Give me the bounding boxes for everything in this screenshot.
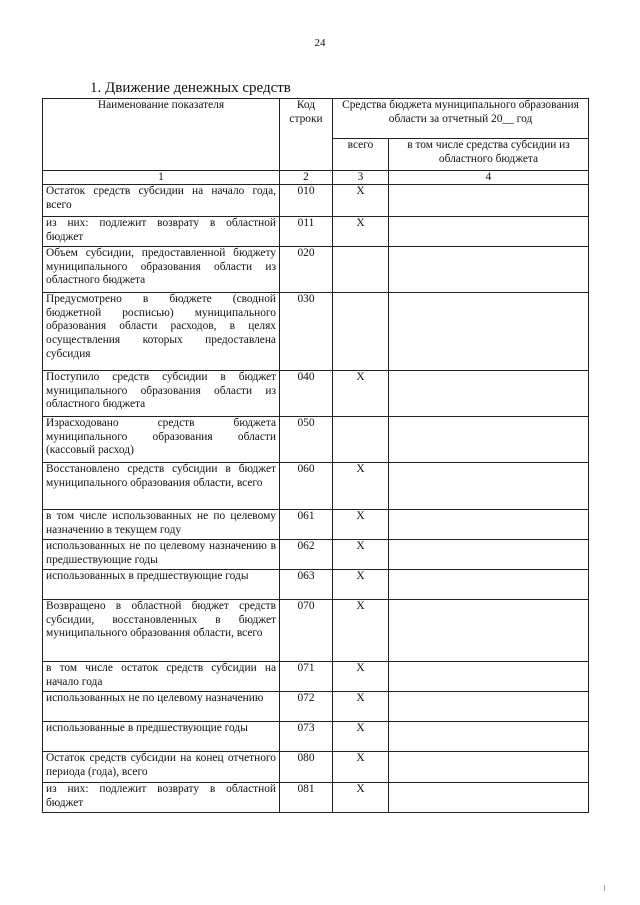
- total-cell[interactable]: X: [333, 600, 389, 662]
- table-row: [43, 570, 589, 600]
- row-code: 040: [280, 371, 333, 417]
- subsidy-cell[interactable]: [389, 540, 589, 570]
- row-code: 062: [280, 540, 333, 570]
- column-number: 4: [389, 171, 589, 185]
- subsidy-cell[interactable]: [389, 752, 589, 783]
- row-code: 081: [280, 783, 333, 813]
- row-code: 011: [280, 217, 333, 247]
- section-title: 1. Движение денежных средств: [90, 80, 291, 96]
- indicator-name: Возвращено в областной бюджет средств субсидии, восстановленных в бюджет муниципального образования области, всего: [43, 600, 280, 662]
- total-cell[interactable]: X: [333, 722, 389, 752]
- subsidy-cell[interactable]: [389, 722, 589, 752]
- table-row: [43, 217, 589, 247]
- table-row: [43, 293, 589, 371]
- subsidy-cell[interactable]: [389, 247, 589, 293]
- table-row: [43, 662, 589, 692]
- indicator-name: использованных не по целевому назначению: [43, 692, 280, 722]
- indicator-name: Предусмотрено в бюджете (сводной бюджетной росписью) муниципального образования области расходов, в целях осуществления которых предоставлена субсидия: [43, 293, 280, 371]
- subsidy-cell[interactable]: [389, 692, 589, 722]
- row-code: 073: [280, 722, 333, 752]
- header-budget-funds: Средства бюджета муниципального образования области за отчетный 20__ год: [333, 99, 589, 139]
- indicator-name: Остаток средств субсидии на начало года, всего: [43, 185, 280, 217]
- indicator-name: использованных не по целевому назначению в предшествующие годы: [43, 540, 280, 570]
- total-cell[interactable]: [333, 417, 389, 463]
- total-cell[interactable]: X: [333, 185, 389, 217]
- row-code: 030: [280, 293, 333, 371]
- total-cell[interactable]: X: [333, 217, 389, 247]
- row-code: 061: [280, 510, 333, 540]
- total-cell[interactable]: X: [333, 570, 389, 600]
- table-row: [43, 371, 589, 417]
- indicator-name: Поступило средств субсидии в бюджет муниципального образования области из областного бюджета: [43, 371, 280, 417]
- column-number: 2: [280, 171, 333, 185]
- column-number: 1: [43, 171, 280, 185]
- subsidy-cell[interactable]: [389, 371, 589, 417]
- row-code: 063: [280, 570, 333, 600]
- subsidy-cell[interactable]: [389, 600, 589, 662]
- header-indicator-name: Наименование показателя: [43, 99, 280, 171]
- subsidy-cell[interactable]: [389, 417, 589, 463]
- table-row: [43, 247, 589, 293]
- table-row: [43, 600, 589, 662]
- indicator-name: использованных в предшествующие годы: [43, 570, 280, 600]
- table-row: [43, 540, 589, 570]
- table-row: [43, 692, 589, 722]
- table-row: [43, 510, 589, 540]
- indicator-name: Остаток средств субсидии на конец отчетного периода (года), всего: [43, 752, 280, 783]
- total-cell[interactable]: X: [333, 662, 389, 692]
- indicator-name: Объем субсидии, предоставленной бюджету муниципального образования области из областного бюджета: [43, 247, 280, 293]
- subsidy-cell[interactable]: [389, 293, 589, 371]
- indicator-name: из них: подлежит возврату в областной бюджет: [43, 783, 280, 813]
- subsidy-cell[interactable]: [389, 570, 589, 600]
- row-code: 050: [280, 417, 333, 463]
- total-cell[interactable]: X: [333, 692, 389, 722]
- header-subsidy: в том числе средства субсидии из областного бюджета: [389, 139, 589, 171]
- total-cell[interactable]: X: [333, 510, 389, 540]
- subsidy-cell[interactable]: [389, 185, 589, 217]
- indicator-name: в том числе использованных не по целевому назначению в текущем году: [43, 510, 280, 540]
- subsidy-cell[interactable]: [389, 783, 589, 813]
- indicator-name: из них: подлежит возврату в областной бюджет: [43, 217, 280, 247]
- total-cell[interactable]: [333, 247, 389, 293]
- total-cell[interactable]: X: [333, 752, 389, 783]
- indicator-name: использованные в предшествующие годы: [43, 722, 280, 752]
- page-number: 24: [314, 37, 326, 49]
- header-row-code: Код строки: [280, 99, 333, 171]
- table-row: [43, 185, 589, 217]
- total-cell[interactable]: X: [333, 371, 389, 417]
- indicator-name: Восстановлено средств субсидии в бюджет муниципального образования области, всего: [43, 463, 280, 510]
- row-code: 060: [280, 463, 333, 510]
- subsidy-cell[interactable]: [389, 510, 589, 540]
- subsidy-cell[interactable]: [389, 463, 589, 510]
- subsidy-cell[interactable]: [389, 217, 589, 247]
- subsidy-cell[interactable]: [389, 662, 589, 692]
- header-total: всего: [333, 139, 389, 171]
- total-cell[interactable]: X: [333, 783, 389, 813]
- page-edge-mark: [604, 885, 605, 891]
- row-code: 072: [280, 692, 333, 722]
- total-cell[interactable]: X: [333, 540, 389, 570]
- indicator-name: Израсходовано средств бюджета муниципального образования области (кассовый расход): [43, 417, 280, 463]
- table-row: [43, 783, 589, 813]
- row-code: 010: [280, 185, 333, 217]
- column-number: 3: [333, 171, 389, 185]
- indicator-name: в том числе остаток средств субсидии на начало года: [43, 662, 280, 692]
- row-code: 020: [280, 247, 333, 293]
- total-cell[interactable]: X: [333, 463, 389, 510]
- table-row: [43, 417, 589, 463]
- total-cell[interactable]: [333, 293, 389, 371]
- row-code: 071: [280, 662, 333, 692]
- table-row: [43, 463, 589, 510]
- row-code: 080: [280, 752, 333, 783]
- row-code: 070: [280, 600, 333, 662]
- table-row: [43, 752, 589, 783]
- table-row: [43, 722, 589, 752]
- cash-flow-table: [42, 98, 589, 813]
